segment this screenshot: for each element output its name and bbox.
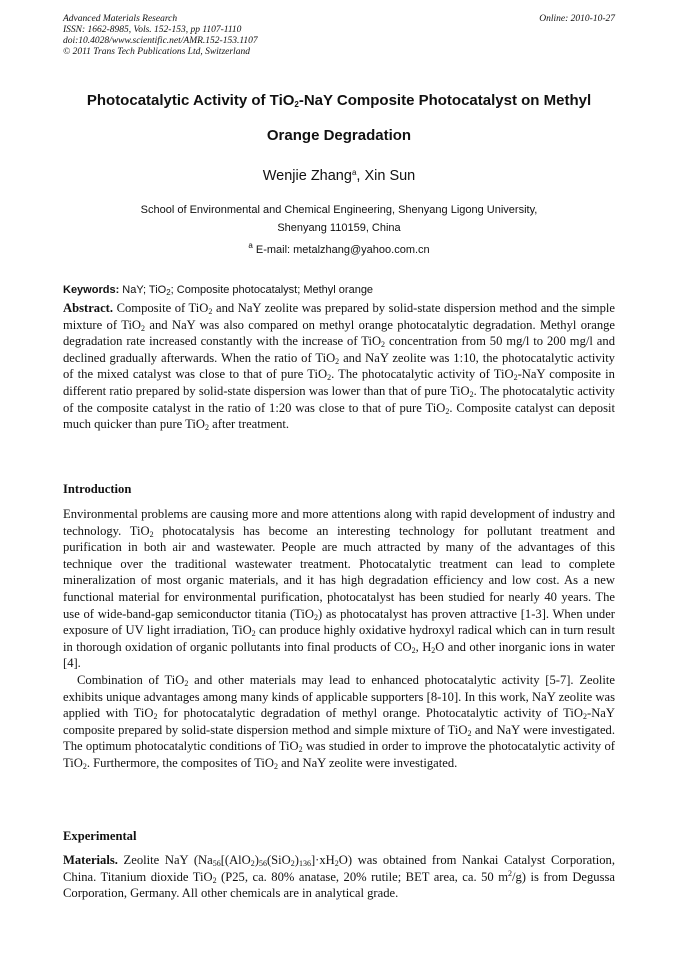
superscript: 2 bbox=[508, 868, 512, 878]
keywords-label: Keywords: bbox=[63, 284, 120, 296]
title-text: -NaY Composite Photocatalyst on Methyl bbox=[298, 92, 592, 109]
subscript: 2 bbox=[149, 529, 154, 539]
subscript: 2 bbox=[298, 745, 303, 755]
issn-line: ISSN: 1662-8985, Vols. 152-153, pp 1107-1110 bbox=[63, 25, 242, 35]
subscript: 2 bbox=[467, 728, 472, 738]
subscript: 2 bbox=[153, 712, 158, 722]
journal-name: Advanced Materials Research bbox=[63, 14, 178, 24]
affiliation-mark: a bbox=[248, 241, 253, 250]
doi-line: doi:10.4028/www.scientific.net/AMR.152-153.1107 bbox=[63, 36, 258, 46]
subscript: 2 bbox=[82, 761, 87, 771]
affiliation-line-1: School of Environmental and Chemical Engineering, Shenyang Ligong University, bbox=[140, 204, 538, 216]
paper-title-line-1 bbox=[40, 92, 638, 109]
paragraph-text: Zeolite NaY (Na bbox=[117, 853, 213, 867]
subscript: 2 bbox=[205, 423, 210, 433]
author-name: Wenjie Zhang bbox=[262, 168, 352, 184]
paragraph-text: (P25, ca. 80% anatase, 20% rutile; BET area, ca. 50 m bbox=[216, 869, 508, 884]
affiliation-mark: a bbox=[351, 168, 357, 177]
materials-paragraph bbox=[63, 852, 615, 902]
section-heading-introduction: Introduction bbox=[63, 482, 132, 496]
paragraph-text: ]·xH bbox=[310, 853, 335, 867]
subscript: 56 bbox=[212, 859, 221, 868]
paragraph-text: /g) is from Degussa Corporation, Germany. All other chemicals are in analytical grade. bbox=[63, 869, 615, 901]
subscript: 2 bbox=[184, 678, 189, 688]
author-separator: , bbox=[356, 168, 365, 184]
subscript: 2 bbox=[166, 288, 171, 297]
section-heading-experimental: Experimental bbox=[63, 829, 137, 843]
paragraph-text: photocatalysis has become an interesting technology for pollutant treatment and purification in both air and wastewater. People are much attracted by many of the advantages of this technique over the traditional wastewater treatment. Photocatalytic treatment can lead to complete mineralization of most organic materials, and it has high degradation efficiency and low cost. As a new functional material for environmental purification, photocatalyst has been studied for nearly 40 years. The use of wide-band-gap semiconductor titania (TiO bbox=[63, 523, 615, 621]
paragraph-text: O) was obtained from Nankai Catalyst Corporation, China. Titanium dioxide TiO bbox=[63, 853, 615, 884]
paragraph-text: ) as photocatalyst has proven attractive [1-3]. When under exposure of UV light irradiation, TiO bbox=[63, 606, 615, 638]
keywords bbox=[63, 284, 615, 296]
introduction-section bbox=[63, 506, 615, 772]
abstract-text: after treatment. bbox=[209, 417, 290, 432]
abstract-text: and NaY was also compared on methyl orange photocatalytic degradation. Methyl orange degradation rate increased constantly with the increase of TiO bbox=[63, 317, 615, 349]
subscript: 2 bbox=[335, 356, 340, 366]
abstract-label: Abstract. bbox=[63, 301, 114, 315]
subscript: 2 bbox=[251, 629, 256, 639]
affiliation-line-2: Shenyang 110159, China bbox=[277, 222, 401, 234]
materials-label: Materials. bbox=[63, 853, 118, 867]
paragraph-text: Environmental problems are causing more and more attentions along with rapid development of industry and technology. TiO bbox=[63, 507, 615, 538]
paragraph-text: and other materials may lead to enhanced photocatalytic activity [5-7]. Zeolite exhibits unique advantages among many kinds of applicable supporters [8-10]. In this work, NaY zeolite was applied with TiO bbox=[63, 672, 615, 721]
subscript: 2 bbox=[334, 859, 339, 868]
subscript: 2 bbox=[469, 389, 474, 399]
paragraph-text: and NaY zeolite were investigated. bbox=[278, 755, 458, 770]
paragraph-text: and NaY were investigated. The optimum photocatalytic conditions of TiO bbox=[63, 722, 616, 754]
paragraph-text: for photocatalytic degradation of methyl orange. Photocatalytic activity of TiO bbox=[157, 706, 584, 721]
subscript: 136 bbox=[298, 859, 311, 868]
abstract-text: -NaY composite in different ratio prepared by solid-state dispersion was lower than that of pure TiO bbox=[63, 367, 615, 398]
subscript: 2 bbox=[381, 340, 386, 350]
subscript: 2 bbox=[583, 712, 588, 722]
paper-title-line-2: Orange Degradation bbox=[266, 127, 412, 144]
intro-paragraph-1 bbox=[63, 506, 615, 672]
online-date: Online: 2010-10-27 bbox=[539, 14, 615, 24]
author-email bbox=[0, 241, 678, 256]
abstract-text: concentration from 50 mg/l to 200 mg/l and declined gradually afterwards. When the ratio of TiO bbox=[63, 334, 615, 365]
subscript: 2 bbox=[513, 373, 518, 383]
abstract-text: and NaY zeolite was 1:10, the photocatalytic activity of the mixed catalyst was close to that of pure TiO bbox=[63, 350, 615, 382]
paragraph-text: (SiO bbox=[266, 853, 291, 867]
paragraph-text: , H bbox=[415, 639, 432, 654]
subscript: 2 bbox=[314, 612, 319, 622]
subscript: 2 bbox=[411, 645, 416, 655]
author-list bbox=[0, 168, 678, 184]
subscript: 2 bbox=[327, 373, 332, 383]
email-text: E-mail: metalzhang@yahoo.com.cn bbox=[252, 244, 430, 256]
paragraph-text: ) bbox=[254, 853, 259, 867]
subscript: 2 bbox=[212, 875, 217, 885]
paragraph-text: was studied in order to improve the photocatalytic activity of TiO bbox=[63, 739, 615, 770]
abstract-paragraph bbox=[63, 300, 615, 433]
subscript: 2 bbox=[250, 859, 255, 868]
journal-header bbox=[63, 14, 615, 58]
copyright-line: © 2011 Trans Tech Publications Ltd, Switzerland bbox=[63, 47, 250, 57]
paragraph-text: ) bbox=[294, 853, 299, 867]
title-subscript: 2 bbox=[294, 100, 299, 109]
paragraph-text: can produce highly oxidative hydroxyl radical which can in turn result in thorough oxidation of organic pollutants into final products of CO bbox=[63, 623, 615, 654]
subscript: 2 bbox=[274, 761, 278, 771]
keywords-text: ; Composite photocatalyst; Methyl orange bbox=[170, 284, 374, 296]
subscript: 2 bbox=[445, 406, 450, 416]
abstract-text: . The photocatalytic activity of the composite catalyst in the ratio of 1:20 was close to that of pure TiO bbox=[63, 383, 615, 415]
abstract-text: Composite of TiO bbox=[113, 301, 209, 315]
keywords-text: NaY; TiO bbox=[119, 284, 167, 296]
paragraph-text: . Furthermore, the composites of TiO bbox=[86, 755, 274, 770]
paragraph-text: O and other inorganic ions in water [4]. bbox=[63, 639, 615, 671]
paragraph-text: -NaY composite prepared by solid-state dispersion method and simple mixture of TiO bbox=[63, 706, 615, 737]
subscript: 2 bbox=[290, 859, 295, 868]
subscript: 2 bbox=[141, 323, 146, 333]
title-text: Photocatalytic Activity of TiO bbox=[86, 92, 295, 109]
author-name: Xin Sun bbox=[364, 168, 416, 184]
subscript: 2 bbox=[431, 645, 436, 655]
paragraph-text: Combination of TiO bbox=[77, 672, 185, 687]
abstract-text: . Composite catalyst can deposit much quicker than pure TiO bbox=[63, 400, 615, 432]
subscript: 56 bbox=[258, 859, 267, 868]
abstract-text: and NaY zeolite was prepared by solid-state dispersion method and the simple mixture of TiO bbox=[63, 301, 615, 332]
abstract-text: . The photocatalytic activity of TiO bbox=[331, 367, 514, 382]
intro-paragraph-2 bbox=[63, 672, 615, 772]
paragraph-text: [(AlO bbox=[220, 853, 251, 867]
subscript: 2 bbox=[208, 307, 213, 316]
